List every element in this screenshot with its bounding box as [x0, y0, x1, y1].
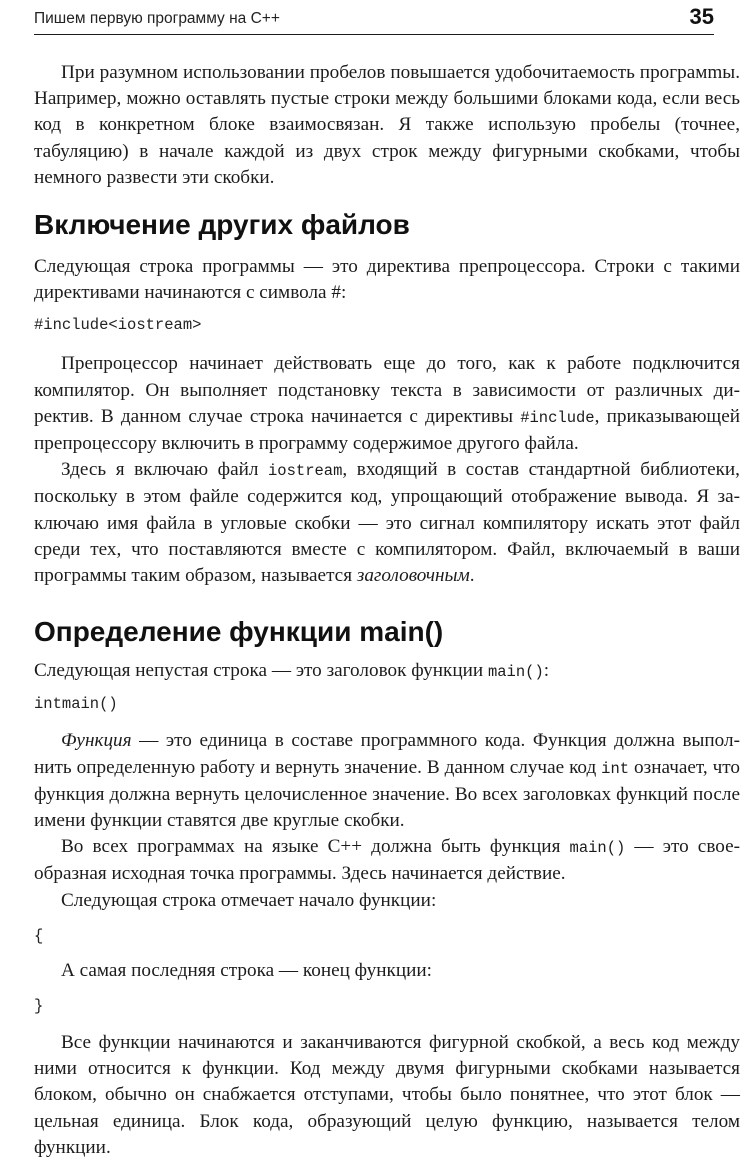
- inline-code-main: main(): [569, 839, 626, 858]
- paragraph-text: Во всех программах на языке С++ должна быть функция: [61, 836, 570, 858]
- section-heading-main: Определение функции main(): [34, 616, 444, 648]
- paragraph-every-program: [34, 834, 740, 887]
- italic-term-header: заголовочным: [356, 565, 470, 587]
- page-number: 35: [689, 4, 714, 29]
- paragraph-directive: [34, 254, 740, 306]
- paragraph-preprocessor: [34, 351, 740, 457]
- code-open-brace: {: [34, 926, 44, 945]
- paragraph-text: При разумном использовании пробелов повышается удобочитаемость програмmы. Например, можно оставлять пустые строки между большими блоками кода, если весь код в конкретном блоке взаимосвязан. Я также использую пробелы (точнее, табуляцию) в начале каждой из двух строк между фигурными скобками, чтобы немного развести эти скобки.: [34, 62, 740, 188]
- italic-term-function: Функция: [61, 730, 132, 752]
- paragraph-text: А самая последняя строка — конец функции:: [61, 959, 432, 981]
- paragraph-text: Следующая строка отмечает начало функции:: [61, 889, 437, 911]
- paragraph-text: , входящий в состав стандартной библиотеки, поскольку в этом файле содержится код, упрощающий отображение вывода. Я заключаю имя файла в угловые скобки — это сигнал компилятору искать этот файл среди тех, что поставляются вместе с компилятором. Файл, включаемый в ваши программы таким образом, называется: [34, 459, 740, 587]
- paragraph-iostream: [34, 457, 740, 589]
- inline-code-main: main(): [487, 663, 544, 682]
- code-line-main: intmain(): [34, 695, 118, 714]
- page-content: [34, 60, 740, 1161]
- paragraph-text: — это единица в составе программного кода. Функция должна выполнить определенную работу и вернуть значение. В данном случае код: [34, 730, 740, 778]
- inline-code-iostream: iostream: [268, 462, 343, 481]
- section-heading-include: Включение других файлов: [34, 209, 410, 241]
- code-close-brace: }: [34, 997, 44, 1016]
- paragraph-text: Все функции начинаются и заканчиваются фигурной скобкой, а весь код между ними относится к функции. Код между двумя фигурными скобками называется блоком, обычно он снабжается отступами, чтобы было понятнее, что этот блок — цельная единица. Блок кода, образующий целую функцию, называется телом функции.: [34, 1032, 740, 1158]
- paragraph-text: :: [543, 660, 550, 682]
- paragraph-spaces: [34, 60, 740, 191]
- paragraph-next-line: [34, 658, 740, 685]
- running-header: [34, 4, 714, 35]
- paragraph-function: [34, 728, 740, 834]
- paragraph-text: Следующая строка программы — это директива препроцессора. Строки с такими директивами начинаются с символа #:: [34, 256, 740, 304]
- inline-code-int: int: [601, 759, 630, 778]
- paragraph-last-line: [34, 958, 740, 984]
- paragraph-text: Препроцессор начинает действовать еще до того, как к работе подключится компилятор. Он выполняет подстановку текста в зависимости от различных директив. В данном случае строка начинается с директивы: [34, 353, 740, 427]
- running-title: Пишем первую программу на С++: [34, 10, 280, 27]
- code-line-include: #include<iostream>: [34, 316, 202, 335]
- paragraph-text: Следующая непустая строка — это заголовок функции: [34, 660, 488, 682]
- inline-code-include: #include: [520, 408, 595, 427]
- paragraph-text: означает, что функция должна вернуть целочисленное значение. Во всех заголовках функций после имени функции ставятся две круглые скобки.: [34, 756, 740, 832]
- paragraph-start: [34, 888, 740, 914]
- paragraph-block: [34, 1030, 740, 1161]
- paragraph-text: .: [469, 565, 475, 587]
- paragraph-text: — это своеобразная исходная точка программы. Здесь начинается действие.: [34, 836, 740, 885]
- paragraph-text: Здесь я включаю файл: [61, 459, 268, 481]
- paragraph-text: , приказывающей препроцессору включить в программу содержимое другого файла.: [34, 405, 740, 455]
